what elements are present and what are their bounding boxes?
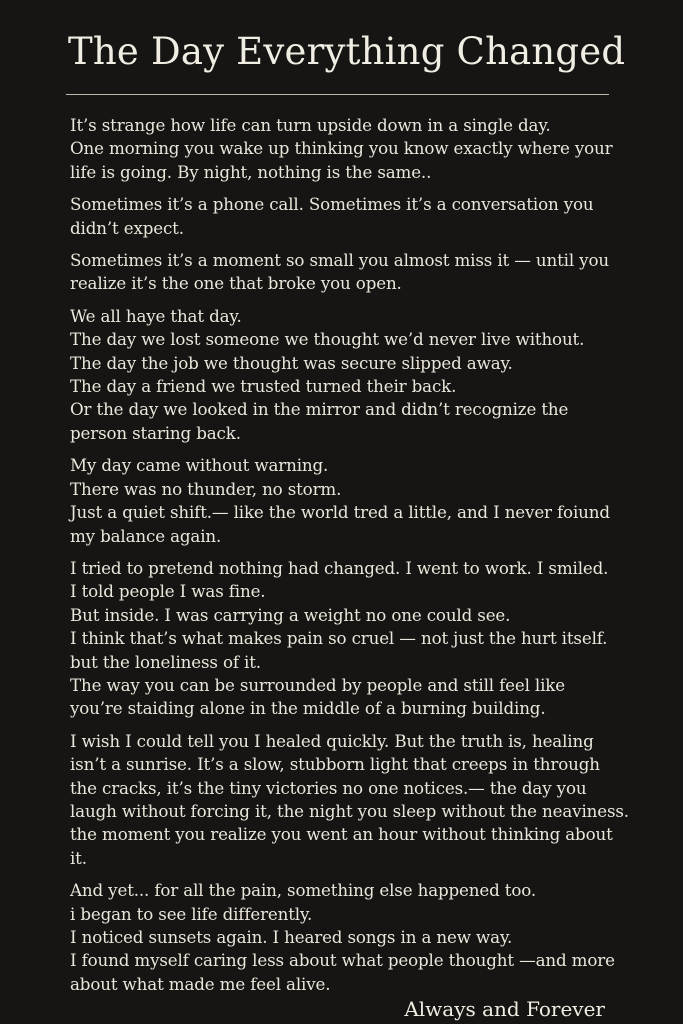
text-line: I wish I could tell you I healed quickly. But the truth is, healing [70, 730, 594, 751]
text-line: My day came without warning. [70, 455, 329, 476]
paragraph [70, 193, 630, 240]
text-line: The day we lost someone we thought we’d never live without. [70, 329, 585, 350]
text-line: Sometimes it’s a phone call. Sometimes it’s a conversation you [70, 194, 594, 215]
text-line: Sometimes it’s a moment so small you almost miss it — until you [70, 250, 609, 271]
paragraph [70, 730, 630, 870]
text-line: about what made me feel alive. [70, 973, 331, 994]
body-text [70, 114, 630, 1005]
signature: Always and Forever [404, 997, 605, 1021]
text-line: it. [70, 847, 87, 868]
title-divider [66, 94, 609, 95]
text-line: but the loneliness of it. [70, 651, 261, 672]
text-line: I found myself caring less about what people thought —and more [70, 950, 615, 971]
text-line: The day a friend we trusted turned their back. [70, 376, 457, 397]
text-line: Or the day we looked in the mirror and didn’t recognize the [70, 399, 569, 420]
text-line: the moment you realize you went an hour without thinking about [70, 824, 613, 845]
text-line: isn’t a sunrise. It’s a slow, stubborn light that creeps in through [70, 754, 600, 775]
paragraph [70, 879, 630, 996]
text-line: Just a quiet shift.— like the world tred a little, and I never foiund [70, 502, 610, 523]
text-line: realize it’s the one that broke you open. [70, 273, 402, 294]
paragraph [70, 454, 630, 548]
paragraph [70, 249, 630, 296]
text-line: life is going. By night, nothing is the same.. [70, 161, 432, 182]
text-line: the cracks, it’s the tiny victories no one notices.— the day you [70, 777, 587, 798]
paragraph [70, 557, 630, 721]
text-line: didn’t expect. [70, 217, 184, 238]
text-line: i began to see life differently. [70, 903, 313, 924]
text-line: But inside. I was carrying a weight no one could see. [70, 604, 511, 625]
text-line: One morning you wake up thinking you know exactly where your [70, 138, 613, 159]
text-line: my balance again. [70, 525, 222, 546]
text-line: I told people I was fine. [70, 581, 266, 602]
text-line: It’s strange how life can turn upside down in a single day. [70, 115, 551, 135]
text-line: I think that’s what makes pain so cruel — not just the hurt itself. [70, 628, 608, 649]
text-line: person staring back. [70, 422, 241, 443]
text-line: We all haye that day. [70, 305, 242, 326]
text-line: you’re staiding alone in the middle of a burning building. [70, 698, 546, 719]
text-line: laugh without forcing it, the night you sleep without the neaviness. [70, 800, 629, 821]
text-line: There was no thunder, no storm. [70, 478, 342, 499]
text-line: The day the job we thought was secure slipped away. [70, 352, 513, 373]
paragraph [70, 114, 630, 184]
text-line: I tried to pretend nothing had changed. I went to work. I smiled. [70, 557, 609, 578]
text-line: I noticed sunsets again. I heared songs in a new way. [70, 927, 513, 947]
text-line: The way you can be surrounded by people and still feel like [70, 674, 565, 695]
page-title: The Day Everything Changed [68, 30, 626, 73]
paragraph [70, 305, 630, 445]
text-line: And yet... for all the pain, something else happened too. [70, 880, 537, 901]
